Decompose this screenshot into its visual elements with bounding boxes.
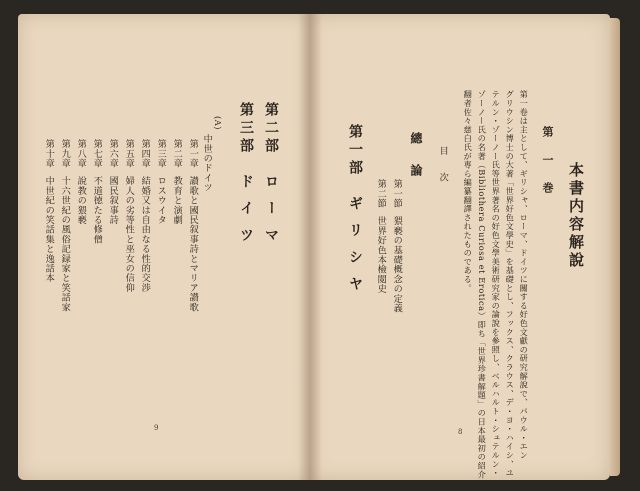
chapter-title: 教育と演劇 — [171, 176, 183, 225]
part3-title: 第三部 ド イ ツ — [238, 102, 254, 246]
page-edges — [610, 18, 620, 476]
section-number: 第二節 — [375, 179, 387, 209]
toc-label: 目 次 — [437, 146, 449, 186]
intro-item-1 — [392, 179, 401, 313]
page-number-left: 9 — [154, 424, 159, 432]
paragraph-line-4: ゾーノー氏の名著（Bibliothera Curiosa et Erotica）即ち「世界珍書解題」の日本最初の紹介 — [477, 90, 488, 479]
paragraph-line-3: テルン・ゾーノー氏等世界著名の好色文學美術研究家の論說を參照し、ベルハルト・シュテルン・ — [491, 90, 502, 478]
volume-label: 第 一 巻 — [541, 126, 554, 196]
part1-title: 第一部 ギ リ シ ヤ — [347, 124, 363, 295]
chapter-title: 說教の猥褻 — [75, 176, 87, 225]
chapter-number: 第九章 — [59, 139, 71, 169]
paragraph-line-1: 第一卷は主として、ギリシャ、ローマ、ドイツに關する好色文獻の研究解說で、パウル・エン — [519, 90, 530, 460]
part2-title: 第二部 ロ ー マ — [263, 102, 279, 246]
chapter-6 — [108, 139, 117, 225]
chapter-7 — [92, 139, 101, 244]
paragraph-line-2: グリウシン博士の大著「世界好色文學史」を基礎とし、フックス、クラウス、デ・ヨ・ハイシ、ユ — [505, 90, 516, 478]
chapter-10 — [44, 139, 53, 283]
chapter-title: ロスウイタ — [155, 176, 167, 225]
section-number: 第一節 — [391, 179, 403, 209]
intro-title: 總 論 — [409, 132, 423, 180]
chapter-title: 國民叙事詩 — [107, 176, 119, 225]
section-a-label: (A) — [213, 116, 224, 131]
chapter-3 — [156, 139, 165, 225]
open-book — [18, 14, 622, 480]
intro-item-2 — [376, 179, 385, 294]
section-title: 世界好色本檢閲史 — [375, 216, 387, 294]
chapter-number: 第八章 — [75, 139, 87, 169]
subtitle: 中世のドイツ — [201, 134, 213, 193]
chapter-title: 婦人の劣等性と巫女の信仰 — [123, 176, 135, 293]
chapter-title: 不道徳たる修僧 — [91, 176, 103, 245]
chapter-number: 第五章 — [123, 139, 135, 169]
chapter-1 — [188, 139, 197, 312]
chapter-title: 十六世紀の風俗記録家と笑話家 — [59, 176, 71, 312]
chapter-number: 第二章 — [171, 139, 183, 169]
page-heading: 本書内容解說 — [567, 162, 585, 270]
chapter-number: 第三章 — [155, 139, 167, 169]
chapter-number: 第一章 — [187, 139, 199, 169]
chapter-number: 第七章 — [91, 139, 103, 169]
chapter-title: 讃歌と國民叙事詩とマリア讃歌 — [187, 176, 199, 312]
page-number-right: 8 — [458, 428, 463, 436]
chapter-number: 第十章 — [43, 139, 55, 169]
book-gutter — [298, 14, 322, 480]
chapter-4 — [140, 139, 149, 293]
chapter-5 — [124, 139, 133, 293]
chapter-9 — [60, 139, 69, 312]
chapter-title: 中世紀の笑話集と逸話本 — [43, 176, 55, 283]
chapter-2 — [172, 139, 181, 225]
right-page — [310, 14, 610, 480]
paragraph-line-5: 翻者佐々慈白氏が専ら編纂翻譯されたものである。 — [463, 90, 474, 293]
section-title: 猥褻の基礎概念の定義 — [391, 216, 403, 314]
chapter-title: 結婚又は自由なる性的交渉 — [139, 176, 151, 293]
chapter-number: 第六章 — [107, 139, 119, 169]
left-page — [18, 14, 310, 480]
chapter-number: 第四章 — [139, 139, 151, 169]
chapter-8 — [76, 139, 85, 225]
